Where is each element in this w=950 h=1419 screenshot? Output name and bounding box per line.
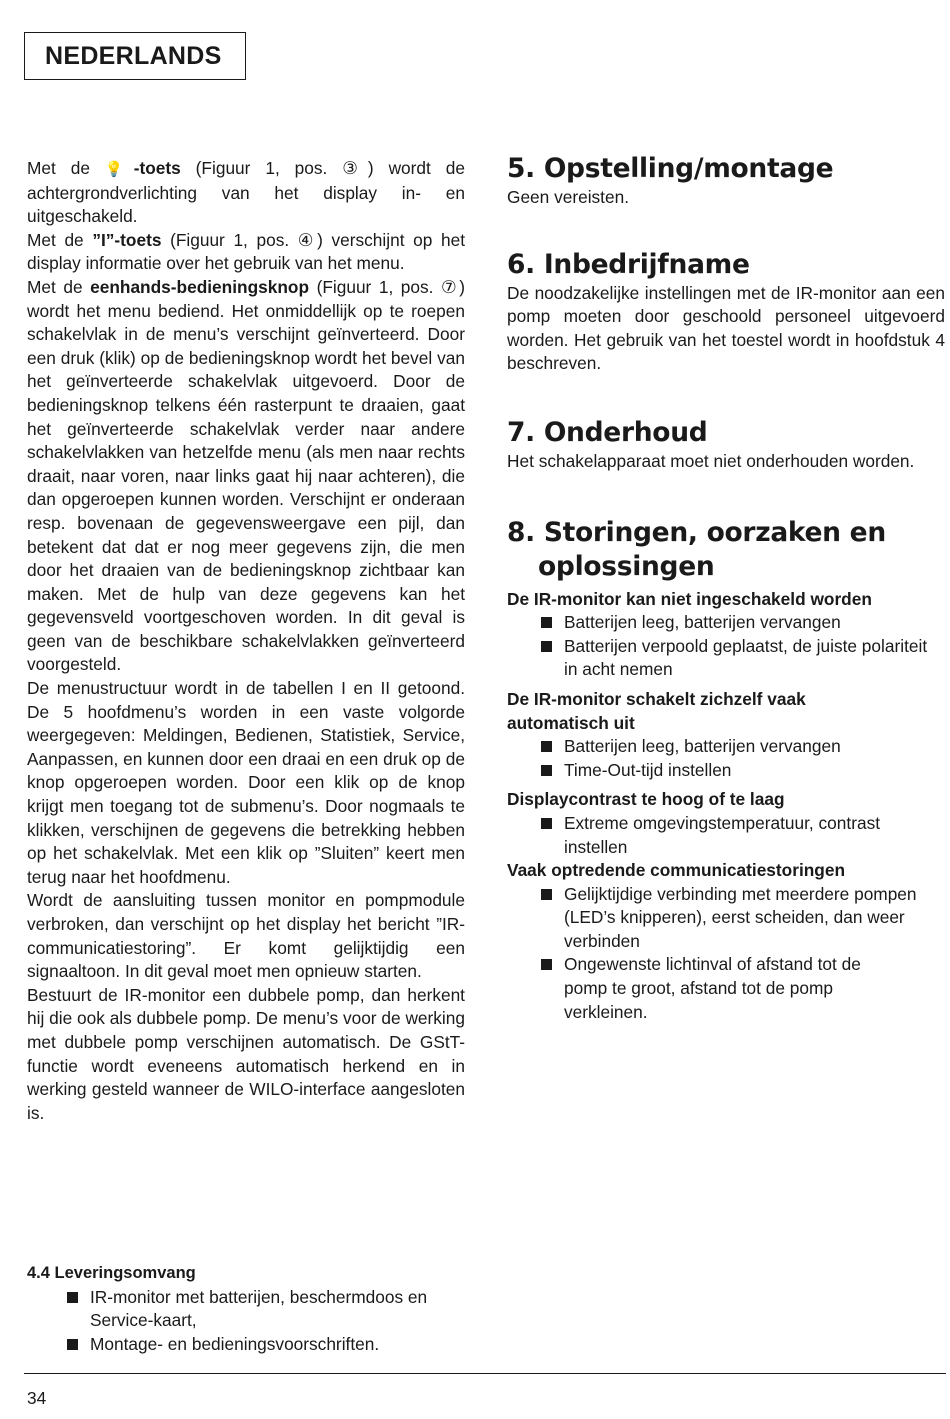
backlight-paragraph: Met de 💡-toets (Figuur 1, pos. ③) wordt de achtergrondverlichting van het display in- en uitgeschakeld. — [27, 158, 465, 227]
list-item: IR-monitor met batterijen, beschermdoos en Service-kaart, — [27, 1286, 467, 1333]
list-item: Ongewenste lichtinval of afstand tot de pomp te groot, afstand tot de pomp verkleinen. — [507, 953, 945, 1024]
list-item: Montage- en bedieningsvoorschriften. — [27, 1333, 467, 1357]
section-7-text: Het schakelapparaat moet niet onderhouden worden. — [507, 450, 915, 471]
list-item: Extreme omgevingstemperatuur, contrast instellen — [507, 812, 945, 859]
list-item: Time-Out-tijd instellen — [507, 759, 945, 783]
problem-title: Vaak optredende communicatiestoringen — [507, 860, 846, 881]
square-bullet-icon — [67, 1292, 78, 1303]
section-5-text: Geen vereisten. — [507, 187, 629, 207]
delivery-list — [27, 1286, 467, 1357]
section-8-title: 8. Storingen, oorzaken en oplossingen — [507, 516, 886, 582]
square-bullet-icon — [541, 741, 552, 752]
square-bullet-icon — [541, 641, 552, 652]
section-6-text: De noodzakelijke instellingen met de IR-monitor aan een pomp moeten door geschoold personeel uitgevoerd worden. Het gebruik van het toestel wordt in hoofdstuk 4 beschreven. — [507, 282, 945, 374]
lightbulb-icon: 💡 — [104, 161, 134, 178]
problem-3 — [507, 788, 945, 859]
list-item: Batterijen leeg, batterijen vervangen — [507, 735, 945, 759]
right-column — [507, 152, 945, 1024]
square-bullet-icon — [541, 889, 552, 900]
square-bullet-icon — [541, 959, 552, 970]
problem-2 — [507, 688, 945, 782]
ir-communication-paragraph: Wordt de aansluiting tussen monitor en pompmodule verbroken, dan verschijnt op het display het bericht ”IR-communicatiestoring”. Er komt gelijktijdig een signaaltoon. In dit geval moet men opnieuw starten. — [27, 890, 465, 982]
section-7-title: 7. Onderhoud — [507, 416, 708, 448]
language-label: NEDERLANDS — [24, 32, 246, 80]
square-bullet-icon — [541, 818, 552, 829]
menu-structure-paragraph: De menustructuur wordt in de tabellen I en II getoond. De 5 hoofdmenu’s worden in een vaste volgorde weergegeven: Meldingen, Bedienen, Statistiek, Service, Aanpassen, en kunnen door een draai en een druk op de knop opgeroepen worden. Door een klik op de knop krijgt men toegang tot de submenu’s. Door nogmaals te klikken, verschijnen de gegevens die betrekking hebben op het schakelvlak. Met een klik op ”Sluiten” keert men terug naar het hoofdmenu. — [27, 678, 465, 887]
info-key-paragraph: Met de ”I”-toets (Figuur 1, pos. ④) verschijnt op het display informatie over het gebruik van het menu. — [27, 229, 466, 274]
problem-4 — [507, 859, 945, 1024]
square-bullet-icon — [541, 765, 552, 776]
problem-title: Displaycontrast te hoog of te laag — [507, 789, 785, 810]
page-number: 34 — [27, 1388, 47, 1408]
square-bullet-icon — [67, 1339, 78, 1350]
knob-paragraph: Met de eenhands-bedieningsknop (Figuur 1, pos. ⑦) wordt het menu bediend. Het onmiddellijk op te roepen schakelvlak in de menu’s verschijnt geïnverteerd. Door een druk (klik) op de bedieningsknop wordt het bevel van het geïnverteerde schakelvlak uitgevoerd. Door de bedieningsknop telkens één rasterpunt te draaien, gaat het geïnverteerde schakelvlak verder naar andere schakelvlakken van hetzelfde menu (als men naar rechts draait, naar voren, naar links gaat hij naar achteren), die dan opgeroepen kunnen worden. Verschijnt er onderaan resp. bovenaan de gegevensweergave een pijl, dan betekent dat dat er nog meer gegevens zijn, die men door het draaien van de bedieningsknop zichtbaar kan maken. Met de hulp van deze gegevens kan het gegevensveld voortgeschoven worden. In dit geval is geen van de beschikbare schakelvlakken geïnverteerd voorgesteld. — [27, 276, 465, 675]
list-item: Batterijen leeg, batterijen vervangen — [507, 611, 945, 635]
footer-divider — [24, 1373, 946, 1374]
left-column — [27, 157, 465, 1125]
section-5-title: 5. Opstelling/montage — [507, 153, 834, 184]
problem-title: De IR-monitor kan niet ingeschakeld worden — [507, 588, 872, 609]
problem-1 — [507, 588, 945, 682]
delivery-heading: 4.4 Leveringsomvang — [27, 1264, 196, 1282]
delivery-section — [27, 1262, 467, 1356]
square-bullet-icon — [541, 617, 552, 628]
double-pump-paragraph: Bestuurt de IR-monitor een dubbele pomp, dan herkent hij die ook als dubbele pomp. De menu’s voor de werking met dubbele pomp verschijnen automatisch. De GStT-functie wordt eveneens automatisch herkend en in werking gesteld wanneer de WILO-interface aangesloten is. — [27, 984, 465, 1123]
list-item: Gelijktijdige verbinding met meerdere pompen (LED’s knipperen), eerst scheiden, dan weer verbinden — [507, 883, 945, 954]
problem-title: De IR-monitor schakelt zichzelf vaak automatisch uit — [507, 688, 806, 733]
section-6-title: 6. Inbedrijfname — [507, 248, 750, 280]
list-item: Batterijen verpoold geplaatst, de juiste polariteit in acht nemen — [507, 635, 945, 682]
